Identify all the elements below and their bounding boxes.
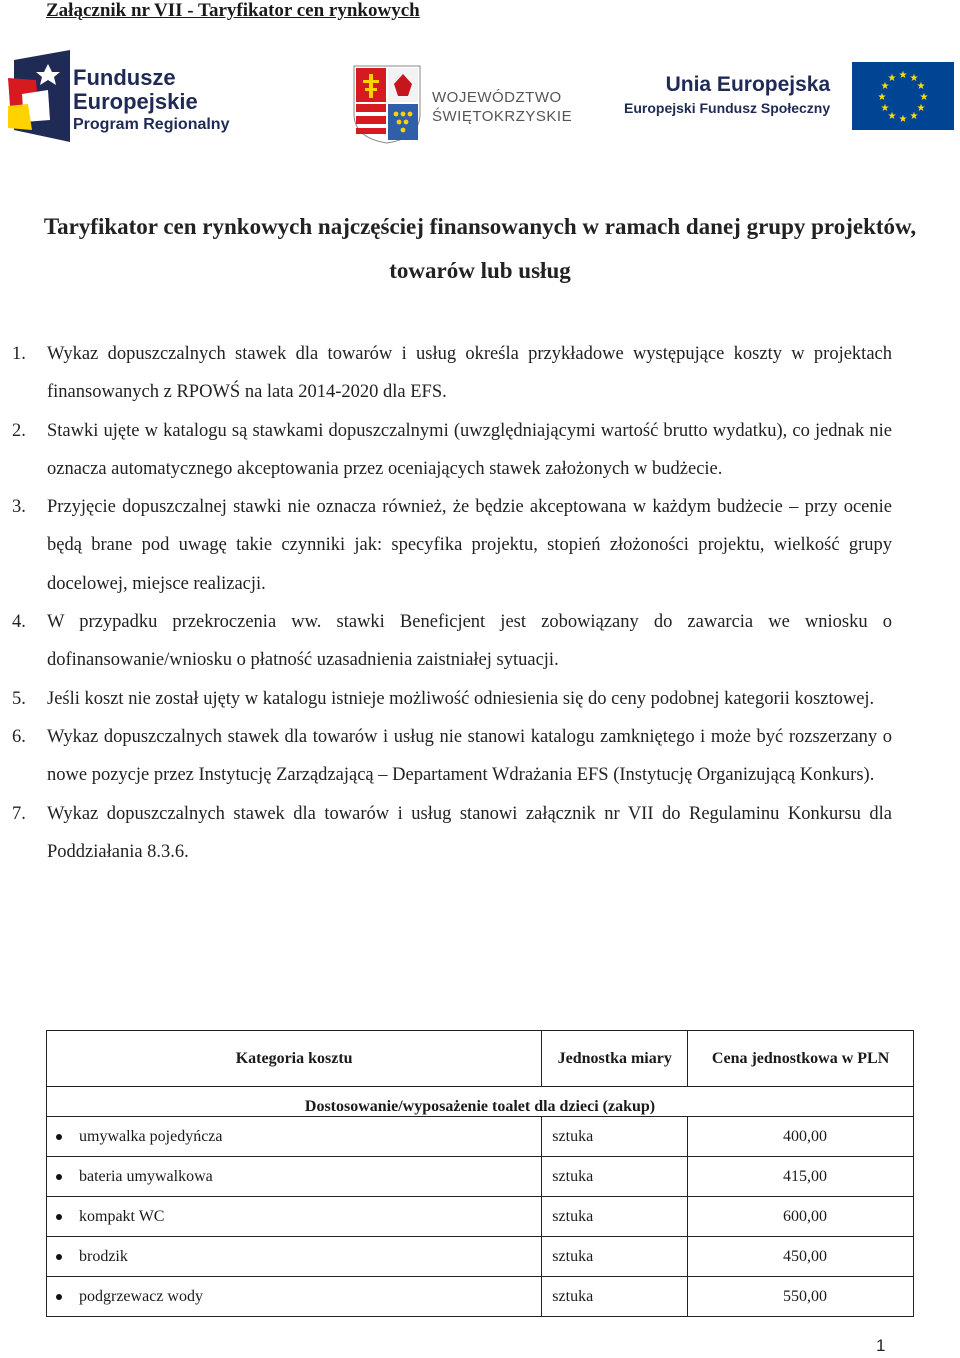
eu-flag-icon xyxy=(852,62,954,130)
list-item-text: Wykaz dopuszczalnych stawek dla towarów i usług stanowi załącznik nr VII do Regulaminu Konkursu dla Poddziałania 8.3.6. xyxy=(47,803,892,862)
svg-text:★: ★ xyxy=(919,92,929,103)
numbered-list xyxy=(12,335,892,871)
row-price: 415,00 xyxy=(688,1157,914,1197)
bullet-icon xyxy=(56,1134,62,1140)
table-row xyxy=(47,1197,914,1237)
svg-text:★: ★ xyxy=(877,92,887,103)
fundusze-line1: Fundusze xyxy=(73,65,176,90)
row-name: umywalka pojedyńcza xyxy=(79,1127,223,1145)
bullet-icon xyxy=(56,1174,62,1180)
document-header-title: Załącznik nr VII - Taryfikator cen rynkowych xyxy=(46,0,420,21)
column-header-unit: Jednostka miary xyxy=(542,1031,688,1087)
svg-text:★: ★ xyxy=(909,111,919,122)
table-row xyxy=(47,1117,914,1157)
section-title: Dostosowanie/wyposażenie toalet dla dzieci (zakup) xyxy=(47,1087,914,1117)
table-row xyxy=(47,1157,914,1197)
svg-text:★: ★ xyxy=(880,81,890,92)
row-unit: sztuka xyxy=(542,1157,688,1197)
main-title: Taryfikator cen rynkowych najczęściej finansowanych w ramach danej grupy projektów, towarów lub usług xyxy=(43,214,917,283)
logo-bar xyxy=(0,50,960,150)
row-unit: sztuka xyxy=(542,1117,688,1157)
list-item-text: Stawki ujęte w katalogu są stawkami dopuszczalnymi (uwzględniającymi wartość brutto wydatku), co jednak nie oznacza automatycznego akceptowania przez oceniających stawek założonych w budżecie. xyxy=(47,420,892,479)
row-price: 450,00 xyxy=(688,1237,914,1277)
bullet-icon xyxy=(56,1214,62,1220)
list-item-number: 4. xyxy=(12,612,26,633)
svg-text:★: ★ xyxy=(887,111,897,122)
list-item xyxy=(12,335,892,412)
list-item-text: Wykaz dopuszczalnych stawek dla towarów i usług nie stanowi katalogu zamkniętego i może być rozszerzany o nowe pozycje przez Instytucję Zarządzającą – Departament Wdrażania EFS (Instytucję Organizującą Konkurs). xyxy=(47,726,892,786)
svg-text:★: ★ xyxy=(916,81,926,92)
wojewodztwo-line1: WOJEWÓDZTWO xyxy=(432,89,562,106)
row-name: kompakt WC xyxy=(79,1207,165,1225)
row-price: 550,00 xyxy=(688,1277,914,1317)
list-item xyxy=(12,488,892,603)
row-name: brodzik xyxy=(79,1247,128,1265)
row-price: 600,00 xyxy=(688,1197,914,1237)
table-row xyxy=(47,1237,914,1277)
fundusze-logo-text xyxy=(73,66,229,136)
list-item-text: Przyjęcie dopuszczalnej stawki nie oznacza również, że będzie akceptowana w każdym budżecie – przy ocenie będą brane pod uwagę takie czynniki jak: specyfika projektu, stopień złożoności projektu, wielkość grupy docelowej, miejsce realizacji. xyxy=(47,497,892,594)
table-section-row xyxy=(47,1087,914,1117)
ue-line1: Unia Europejska xyxy=(665,73,831,96)
svg-text:★: ★ xyxy=(898,114,908,125)
list-item-text: W przypadku przekroczenia ww. stawki Beneficjent jest zobowiązany do zawarcia we wniosku o dofinansowanie/wniosku o płatność uzasadnienia zaistniałej sytuacji. xyxy=(47,612,892,671)
fundusze-europejskie-emblem-icon xyxy=(8,50,70,142)
list-item xyxy=(12,795,892,872)
wojewodztwo-logo-text xyxy=(432,88,572,126)
table-header-row xyxy=(47,1031,914,1087)
list-item xyxy=(12,603,892,680)
fundusze-line2: Europejskie xyxy=(73,89,198,114)
list-item-number: 2. xyxy=(12,420,26,441)
rates-table xyxy=(46,1030,914,1317)
row-unit: sztuka xyxy=(542,1277,688,1317)
row-name: bateria umywalkowa xyxy=(79,1167,213,1185)
list-item xyxy=(12,412,892,489)
list-item-number: 6. xyxy=(12,726,26,747)
row-price: 400,00 xyxy=(688,1117,914,1157)
list-item-number: 3. xyxy=(12,497,26,518)
table-row xyxy=(47,1277,914,1317)
wojewodztwo-coat-of-arms-icon xyxy=(352,64,422,144)
list-item xyxy=(12,680,892,718)
column-header-category: Kategoria kosztu xyxy=(47,1031,542,1087)
ue-logo-text xyxy=(624,72,830,118)
list-item-text: Wykaz dopuszczalnych stawek dla towarów i usług określa przykładowe występujące koszty w projektach finansowanych z RPOWŚ na lata 2014-2020 dla EFS. xyxy=(47,344,892,403)
bullet-icon xyxy=(56,1294,62,1300)
fundusze-line3: Program Regionalny xyxy=(73,116,230,133)
list-item-text: Jeśli koszt nie został ujęty w katalogu istnieje możliwość odniesienia się do ceny podobnej kategorii kosztowej. xyxy=(47,688,875,709)
row-unit: sztuka xyxy=(542,1197,688,1237)
list-item-number: 5. xyxy=(12,688,26,709)
ue-line2: Europejski Fundusz Społeczny xyxy=(624,100,831,116)
svg-text:★: ★ xyxy=(887,73,897,84)
column-header-price: Cena jednostkowa w PLN xyxy=(688,1031,914,1087)
page-number: 1 xyxy=(876,1336,886,1355)
svg-text:★: ★ xyxy=(916,103,926,114)
wojewodztwo-line2: ŚWIĘTOKRZYSKIE xyxy=(432,108,573,125)
svg-text:★: ★ xyxy=(880,103,890,114)
row-name: podgrzewacz wody xyxy=(79,1287,203,1305)
list-item-number: 1. xyxy=(12,344,26,364)
row-unit: sztuka xyxy=(542,1237,688,1277)
list-item-number: 7. xyxy=(12,803,26,824)
bullet-icon xyxy=(56,1254,62,1260)
svg-text:★: ★ xyxy=(909,73,919,84)
svg-text:★: ★ xyxy=(898,70,908,81)
list-item xyxy=(12,718,892,795)
